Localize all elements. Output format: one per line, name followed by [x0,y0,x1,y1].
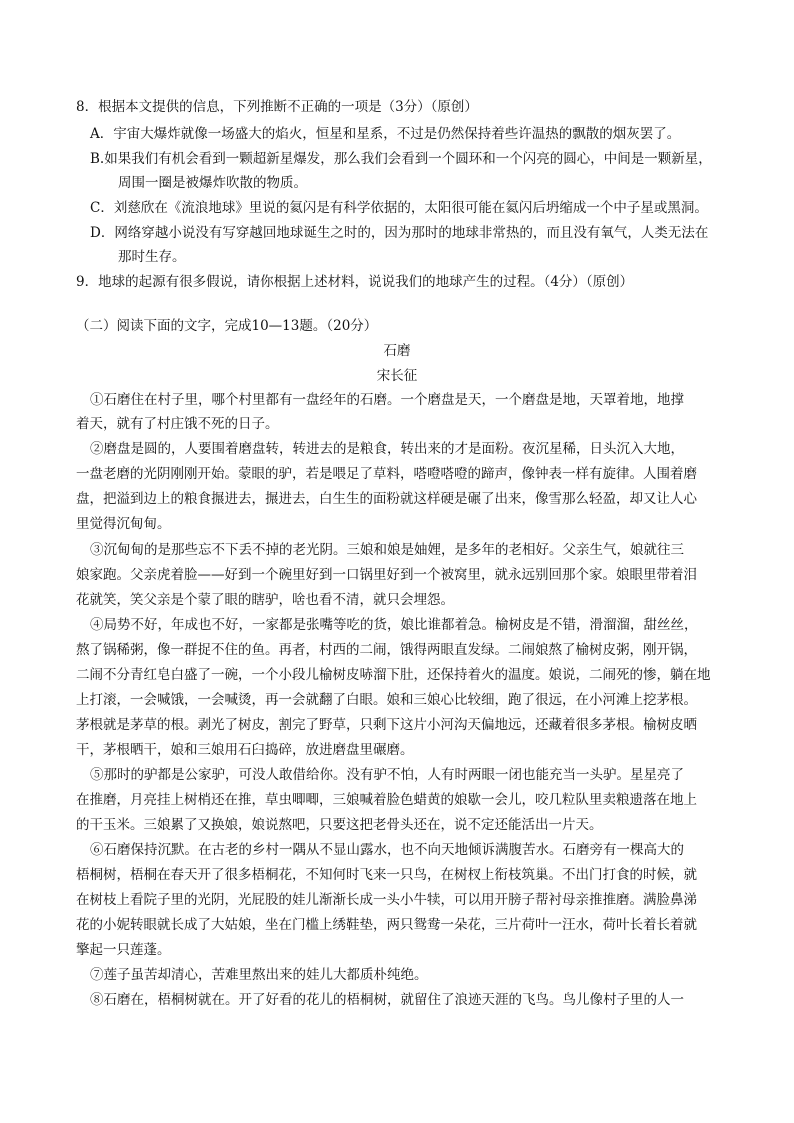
q8-option-d-cont: 那时生存。 [118,249,186,265]
paragraph-line: ⑧石磨在，梧桐树就在。开了好看的花儿的梧桐树，就留住了浪迹天涯的飞鸟。鸟儿像村子里的人一 [90,992,684,1008]
paragraph-line: 花就笑，笑父亲是个蒙了眼的瞎驴，啥也看不清，就只会埋怨。 [76,592,454,608]
q8-option-d: D．网络穿越小说没有写穿越回地球诞生之时的，因为那时的地球非常热的，而且没有氧气，人类无法在 [90,225,709,241]
paragraph-line: ③沉甸甸的是那些忘不下丢不掉的老光阴。三娘和娘是妯娌，是多年的老相好。父亲生气，娘就往三 [90,542,684,558]
q8-option-a: A．宇宙大爆炸就像一场盛大的焰火，恒星和星系，不过是仍然保持着些许温热的飘散的烟灰罢了。 [90,126,681,142]
paragraph-line: ④局势不好，年成也不好，一家都是张嘴等吃的货，娘比谁都着急。榆树皮是不错，滑溜溜，甜丝丝， [90,617,698,633]
paragraph-line: 一盘老磨的光阴刚刚开始。蒙眼的驴，若是喂足了草料，嗒噔嗒噔的蹄声，像钟表一样有旋律。人围着磨 [76,466,697,482]
paragraph-line: ②磨盘是圆的，人要围着磨盘转，转进去的是粮食，转出来的才是面粉。夜沉星稀，日头沉入大地， [90,441,684,457]
section-heading: （二）阅读下面的文字，完成10—13题。（20分） [76,318,378,334]
paragraph-line: 在推磨，月亮挂上树梢还在推，草虫唧唧，三娘喊着脸色蜡黄的娘歇一会儿，咬几粒队里卖粮遗落在地上 [76,792,697,808]
paragraph-line: ⑥石磨保持沉默。在古老的乡村一隅从不显山露水，也不向天地倾诉满腹苦水。石磨旁有一棵高大的 [90,842,684,858]
q9-stem: 9．地球的起源有很多假说，请你根据上述材料，说说我们的地球产生的过程。（4分）（原创） [76,274,634,290]
paragraph-line: 娘家跑。父亲虎着脸——好到一个碗里好到一口锅里好到一个被窝里，就永远别回那个家。娘眼里带着泪 [76,567,697,583]
paragraph-line: 里觉得沉甸甸。 [76,516,171,532]
q8-option-b-cont: 周围一圈是被爆炸吹散的物质。 [118,175,307,191]
paragraph-line: 熬了锅稀粥，像一群捉不住的鱼。再者，村西的二闹，饿得两眼直发绿。二闹娘熬了榆树皮粥，刚开锅， [76,642,697,658]
q8-option-b: B.如果我们有机会看到一颗超新星爆发，那么我们会看到一个圆环和一个闪亮的圆心，中间是一颗新星， [90,151,712,167]
q8-stem: 8．根据本文提供的信息，下列推断不正确的一项是（3分）（原创） [76,99,478,115]
paragraph-line: 二闹不分青红皂白盛了一碗，一个小段儿榆树皮哧溜下肚，还保持着火的温度。娘说，二闹死的惨，躺在地 [76,667,711,683]
paragraph-line: 花的小妮转眼就长成了大姑娘，坐在门槛上绣鞋垫，两只鸳鸯一朵花，三片荷叶一汪水，荷叶长着长着就 [76,917,697,933]
paragraph-line: 梧桐树，梧桐在春天开了很多梧桐花，不知何时飞来一只鸟，在树杈上衔枝筑巢。不出门打食的时候，就 [76,867,697,883]
paragraph-line: 上打滚，一会喊饿，一会喊烫，再一会就翻了白眼。娘和三娘心比较细，跑了很远，在小河滩上挖茅根。 [76,692,697,708]
paragraph-line: 着天，就有了村庄饿不死的日子。 [76,416,279,432]
paragraph-line: 茅根就是茅草的根。剥光了树皮，割完了野草，只剩下这片小河沟天偏地远，还藏着很多茅根。榆树皮晒 [76,717,697,733]
paragraph-line: ①石磨住在村子里，哪个村里都有一盘经年的石磨。一个磨盘是天，一个磨盘是地，天罩着地，地撑 [90,392,684,408]
paragraph-line: 干，茅根晒干，娘和三娘用石臼捣碎，放进磨盘里碾磨。 [76,742,414,758]
paragraph-line: ⑦莲子虽苦却清心，苦难里熬出来的娃儿大都质朴纯绝。 [90,967,428,983]
paragraph-line: 的干玉米。三娘累了又换娘，娘说熬吧，只要这把老骨头还在，说不定还能活出一片天。 [76,817,603,833]
paragraph-line: ⑤那时的驴都是公家驴，可没人敢借给你。没有驴不怕，人有时两眼一闭也能充当一头驴。星星亮了 [90,767,684,783]
paragraph-line: 在树枝上看院子里的光阴，光屁股的娃儿渐渐长成一头小牛犊，可以用开膀子帮衬母亲推推磨。满脸鼻涕 [76,892,697,908]
article-author: 宋长征 [376,368,418,384]
paragraph-line: 盘，把溢到边上的粮食搌进去，搌进去，白生生的面粉就这样硬是碾了出来，像雪那么轻盈，却又让人心 [76,491,697,507]
article-title: 石磨 [383,343,411,359]
paragraph-line: 擎起一只莲蓬。 [76,942,171,958]
q8-option-c: C．刘慈欣在《流浪地球》里说的氦闪是有科学依据的，太阳很可能在氦闪后坍缩成一个中子星或黑洞。 [90,200,708,216]
